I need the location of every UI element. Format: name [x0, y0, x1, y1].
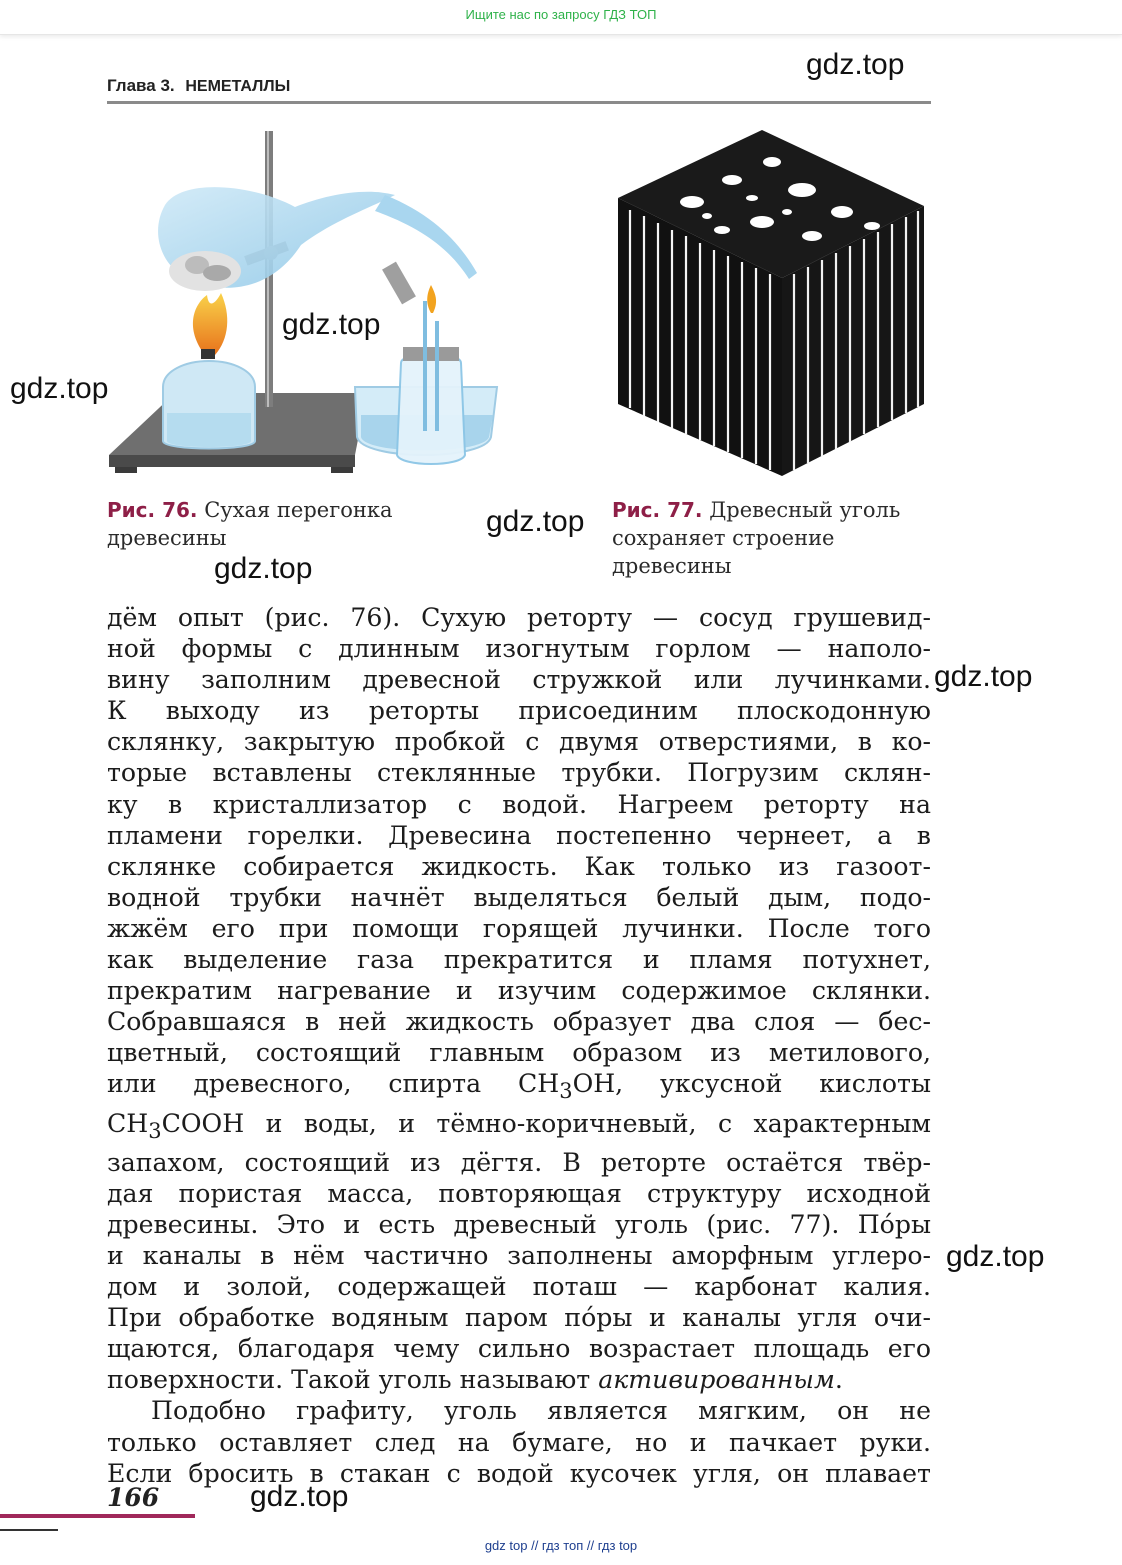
- paragraph-1-continued: [107, 1147, 931, 1365]
- figure-77-caption-line1: Древесный уголь: [709, 498, 901, 522]
- chapter-heading: [107, 76, 290, 96]
- figure-76-apparatus: [105, 125, 505, 477]
- figure-77-label: Рис. 77.: [612, 498, 703, 522]
- chapter-title: НЕМЕТАЛЛЫ: [185, 78, 291, 95]
- banner-text[interactable]: Ищите нас по запросу ГДЗ ТОП: [465, 7, 657, 22]
- chapter-label: Глава 3.: [107, 76, 175, 95]
- watermark: gdz.top: [946, 1240, 1045, 1273]
- figure-76-label: Рис. 76.: [107, 498, 198, 522]
- watermark: gdz.top: [10, 372, 109, 405]
- text-line: прекратим нагревание и изучим содержимое склянки.: [107, 976, 931, 1006]
- text-line: дом и золой, содержащей поташ — карбонат калия.: [107, 1272, 931, 1302]
- text-line: Собравшаяся в ней жидкость образует два слоя — бес-: [107, 1007, 931, 1037]
- watermark: gdz.top: [250, 1480, 349, 1513]
- text-line: цветный, состоящий главным образом из метилового,: [107, 1038, 931, 1068]
- figure-76-caption: [107, 496, 447, 552]
- figure-76-caption-line2: древесины: [107, 526, 227, 550]
- text-line: торые вставлены стеклянные трубки. Погрузим склян-: [107, 758, 931, 788]
- text-line: ку в кристаллизатор с водой. Нагреем реторту на: [107, 789, 931, 819]
- text-line: только оставляет след на бумаге, но и пачкает руки.: [107, 1427, 931, 1457]
- text-line: дём опыт (рис. 76). Сухую реторту — сосуд грушевид-: [107, 603, 931, 632]
- watermark: gdz.top: [934, 660, 1033, 693]
- text-line: дая пористая масса, повторяющая структуру исходной: [107, 1178, 931, 1208]
- text-line: запахом, состоящий из дёгтя. В реторте остаётся твёр-: [107, 1147, 931, 1177]
- paragraph-1: [107, 602, 931, 1068]
- figure-76-caption-line1: Сухая перегонка: [204, 498, 393, 522]
- figure-77-caption-line2: сохраняет строение: [612, 526, 835, 550]
- body-text: [107, 602, 931, 1489]
- watermark: gdz.top: [282, 308, 381, 341]
- text-line: щаются, благодаря чему сильно возрастает площадь его: [107, 1334, 931, 1364]
- watermark: gdz.top: [486, 505, 585, 538]
- text-line: водной трубки начнёт выделяться белый дым, подо-: [107, 882, 931, 912]
- figure-77-caption: [612, 496, 942, 580]
- text-line: и каналы в нём частично заполнены аморфным углеро-: [107, 1240, 931, 1270]
- figure-77-charcoal: [612, 128, 930, 478]
- top-banner: [0, 0, 1122, 35]
- page-number: 166: [107, 1483, 160, 1512]
- text-line: При обработке водяным паром по́ры и каналы угля очи-: [107, 1303, 931, 1333]
- footer[interactable]: gdz top // гдз топ // гдз top: [484, 1538, 638, 1553]
- watermark: gdz.top: [806, 48, 905, 81]
- watermark: gdz.top: [214, 552, 313, 585]
- figure-77-caption-line3: древесины: [612, 554, 732, 578]
- term-activated: активированным: [598, 1365, 835, 1395]
- text-line: склянку, закрытую пробкой с двумя отверстиями, в ко-: [107, 727, 931, 757]
- header-rule: [107, 101, 931, 104]
- text-line: Если бросить в стакан с водой кусочек угля, он плавает: [107, 1458, 931, 1488]
- text-line: ной формы с длинным изогнутым горлом — наполо-: [107, 634, 931, 664]
- page-number-bar: [0, 1514, 195, 1518]
- text-line: как выделение газа прекратится и пламя потухнет,: [107, 945, 931, 975]
- text-line: К выходу из реторты присоединим плоскодонную: [107, 696, 931, 726]
- text-line: склянке собирается жидкость. Как только из газоот-: [107, 851, 931, 881]
- paragraph-2: [107, 1395, 931, 1488]
- text-line: древесины. Это и есть древесный уголь (рис. 77). По́ры: [107, 1209, 931, 1239]
- text-line: или древесного, спирта $CH_3OH$, уксусной кислоты: [107, 1069, 932, 1104]
- text-line: $CH_3COOH$ и воды, и тёмно-коричневый, с характерным: [107, 1108, 931, 1143]
- text-line: вину заполним древесной стружкой или лучинками.: [107, 665, 931, 695]
- text-line: поверхности. Такой уголь называют активированным.: [107, 1365, 843, 1395]
- page-corner-line: [0, 1529, 58, 1531]
- text-line: Подобно графиту, уголь является мягким, он не: [151, 1396, 931, 1426]
- text-line: жжём его при помощи горящей лучинки. После того: [107, 913, 931, 943]
- text-line: пламени горелки. Древесина постепенно чернеет, а в: [107, 820, 931, 850]
